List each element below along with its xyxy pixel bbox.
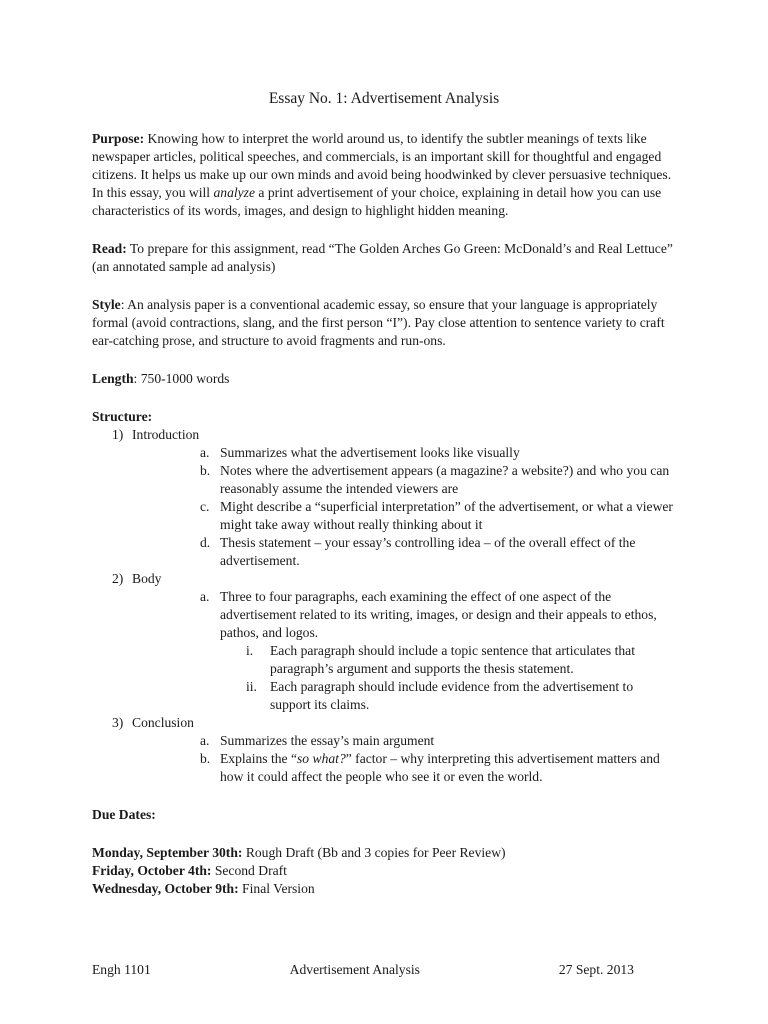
purpose-text-a: Knowing how to interpret the world around us, to identify the subtler meanings of texts like newspaper articles, political speeches, and commercials, is an important skill for thoughtful and engaged citizens. It helps us make up our own minds and avoid being hoodwinked by clever persuasive techniques. In this essay, you will bbox=[92, 131, 672, 200]
list-item: c. Might describe a “superficial interpretation” of the advertisement, or what a viewer might take away without really thinking about it bbox=[200, 499, 673, 532]
structure-section bbox=[92, 408, 676, 786]
section-label: Conclusion bbox=[132, 715, 194, 730]
style-label: Style bbox=[92, 297, 121, 312]
introduction-sublist bbox=[180, 444, 676, 570]
list-item: i. Each paragraph should include a topic sentence that articulates that paragraph’s argument and supports the thesis statement. bbox=[246, 643, 635, 676]
list-item-introduction bbox=[92, 426, 676, 570]
structure-label: Structure: bbox=[92, 409, 153, 424]
due-date-line: Wednesday, October 9th: Final Version bbox=[92, 881, 315, 896]
list-item: b. Notes where the advertisement appears (a magazine? a website?) and who you can reasonably assume the intended viewers are bbox=[200, 463, 670, 496]
list-item: a. Summarizes the essay’s main argument bbox=[200, 733, 435, 748]
list-item-body bbox=[92, 570, 676, 714]
body-sublist bbox=[180, 588, 676, 714]
list-item: a. Summarizes what the advertisement looks like visually bbox=[200, 445, 520, 460]
footer-course: Engh 1101 bbox=[92, 962, 151, 977]
list-item: ii. Each paragraph should include evidence from the advertisement to support its claims. bbox=[246, 679, 634, 712]
length-text: : 750-1000 words bbox=[133, 371, 230, 386]
list-number: 1) bbox=[112, 427, 124, 442]
list-number: 2) bbox=[112, 571, 124, 586]
list-item: d. Thesis statement – your essay’s controlling idea – of the overall effect of the advertisement. bbox=[200, 535, 636, 568]
section-label: Introduction bbox=[132, 427, 200, 442]
list-item: a. Three to four paragraphs, each examining the effect of one aspect of the advertisement related to its writing, images, or design and their appeals to ethos, pathos, and logos. i. Each paragraph should include a topic sentence that articulates that paragraph’s argument and supports the thesis statement. ii. Each paragraph should include evidence from the advertisement to support its claims. bbox=[180, 588, 676, 714]
purpose-label: Purpose: bbox=[92, 131, 145, 146]
purpose-text-b: a print advertisement of your choice, explaining in detail how you can use characteristics of its words, images, and design to highlight hidden meaning. bbox=[92, 185, 662, 218]
body-subsublist bbox=[224, 642, 676, 714]
purpose-emphasis: analyze bbox=[213, 185, 255, 200]
footer-title: Advertisement Analysis bbox=[289, 962, 420, 977]
page-footer bbox=[92, 961, 634, 979]
section-label: Body bbox=[132, 571, 162, 586]
conclusion-sublist bbox=[180, 732, 676, 786]
read-label: Read: bbox=[92, 241, 127, 256]
due-date-line: Friday, October 4th: Second Draft bbox=[92, 863, 287, 878]
read-text: To prepare for this assignment, read “The Golden Arches Go Green: McDonald’s and Real Lettuce” (an annotated sample ad analysis) bbox=[92, 241, 673, 274]
due-dates-section bbox=[92, 806, 676, 898]
list-item: b. Explains the “so what?” factor – why interpreting this advertisement matters and how it could affect the people who see it or even the world. bbox=[200, 751, 660, 784]
due-dates-label: Due Dates: bbox=[92, 807, 156, 822]
page-title: Essay No. 1: Advertisement Analysis bbox=[268, 90, 500, 107]
footer-date: 27 Sept. 2013 bbox=[558, 962, 634, 977]
list-item-conclusion bbox=[92, 714, 676, 786]
read-paragraph bbox=[92, 240, 676, 276]
purpose-paragraph bbox=[92, 130, 676, 220]
length-paragraph bbox=[92, 370, 676, 388]
length-label: Length bbox=[92, 371, 134, 386]
due-date-line: Monday, September 30th: Rough Draft (Bb and 3 copies for Peer Review) bbox=[92, 845, 506, 860]
style-text: : An analysis paper is a conventional academic essay, so ensure that your language is appropriately formal (avoid contractions, slang, and the first person “I”). Pay close attention to sentence variety to craft ear-catching prose, and structure to avoid fragments and run-ons. bbox=[92, 297, 665, 348]
style-paragraph bbox=[92, 296, 676, 350]
structure-list bbox=[92, 426, 676, 786]
list-number: 3) bbox=[112, 715, 124, 730]
